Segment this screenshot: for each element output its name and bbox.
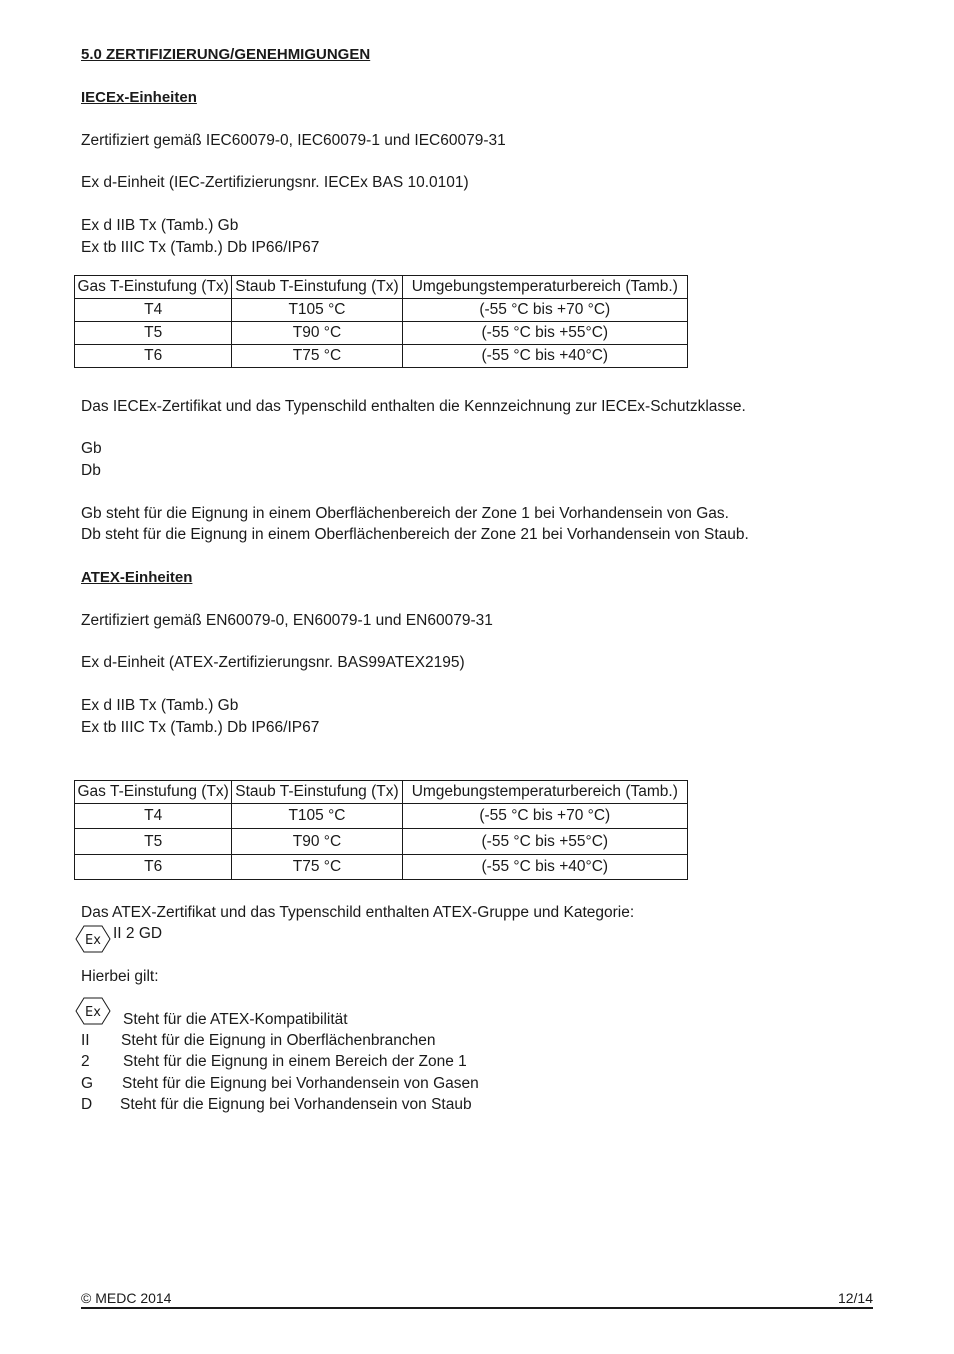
svg-text:Ex: Ex: [85, 1005, 101, 1020]
legend-key: II: [81, 1032, 90, 1049]
table-row: [75, 299, 688, 322]
iecex-heading: IECEx-Einheiten: [81, 89, 197, 106]
legend-text: Steht für die Eignung bei Vorhandensein von Gasen: [122, 1075, 479, 1092]
list-item: [81, 1095, 472, 1115]
list-item: [81, 1031, 436, 1051]
iecex-explain-gb: Gb steht für die Eignung in einem Oberflächenbereich der Zone 1 bei Vorhandensein von Gas.: [81, 505, 729, 522]
table-header-row: [75, 276, 688, 299]
atex-marking-gas: Ex d IIB Tx (Tamb.) Gb: [81, 697, 239, 714]
table-cell: T105 °C: [232, 299, 402, 322]
table-cell: T75 °C: [232, 855, 402, 880]
iecex-unit-text: Ex d-Einheit (IEC-Zertifizierungsnr. IECEx BAS 10.0101): [81, 174, 469, 191]
table-cell: T75 °C: [232, 345, 402, 368]
legend-ex-text: Steht für die ATEX-Kompatibilität: [123, 1011, 348, 1028]
atex-heading: ATEX-Einheiten: [81, 569, 193, 586]
table-cell: (-55 °C bis +55°C): [402, 829, 687, 855]
legend-text: Steht für die Eignung bei Vorhandensein von Staub: [120, 1096, 472, 1113]
atex-temperature-table: [74, 780, 688, 880]
table-cell: T4: [75, 804, 232, 829]
table-cell: T105 °C: [232, 804, 402, 829]
table-cell: T90 °C: [232, 829, 402, 855]
atex-note: Das ATEX-Zertifikat und das Typenschild enthalten ATEX-Gruppe und Kategorie:: [81, 904, 635, 921]
table-header-gas: Gas T-Einstufung (Tx): [75, 276, 232, 299]
table-header-row: [75, 781, 688, 804]
atex-unit-text: Ex d-Einheit (ATEX-Zertifizierungsnr. BAS99ATEX2195): [81, 654, 465, 671]
table-header-dust: Staub T-Einstufung (Tx): [232, 276, 402, 299]
table-cell: (-55 °C bis +70 °C): [402, 299, 687, 322]
legend-key: D: [81, 1096, 93, 1113]
atex-marking-dust: Ex tb IIIC Tx (Tamb.) Db IP66/IP67: [81, 719, 320, 736]
footer-divider: [81, 1307, 873, 1309]
iecex-note: Das IECEx-Zertifikat und das Typenschild enthalten die Kennzeichnung zur IECEx-Schutzklasse.: [81, 398, 746, 415]
ex-hexagon-icon: [75, 925, 111, 953]
table-cell: T90 °C: [232, 322, 402, 345]
iecex-code-gb: Gb: [81, 440, 102, 457]
table-cell: (-55 °C bis +40°C): [402, 855, 687, 880]
iecex-temperature-table: [74, 275, 688, 368]
table-row: [75, 829, 688, 855]
table-cell: T5: [75, 322, 232, 345]
table-header-dust: Staub T-Einstufung (Tx): [232, 781, 402, 804]
table-cell: T6: [75, 345, 232, 368]
list-item: [81, 1074, 479, 1094]
iecex-marking-gas: Ex d IIB Tx (Tamb.) Gb: [81, 217, 239, 234]
table-cell: T4: [75, 299, 232, 322]
svg-text:Ex: Ex: [85, 933, 101, 948]
ex-hexagon-icon: [75, 997, 111, 1025]
table-row: [75, 855, 688, 880]
legend-key: 2: [81, 1053, 90, 1070]
iecex-explain-db: Db steht für die Eignung in einem Oberflächenbereich der Zone 21 bei Vorhandensein von Staub.: [81, 526, 749, 543]
section-title: 5.0 ZERTIFIZIERUNG/GENEHMIGUNGEN: [81, 46, 371, 63]
table-cell: (-55 °C bis +55°C): [402, 322, 687, 345]
table-header-ambient: Umgebungstemperaturbereich (Tamb.): [402, 781, 687, 804]
legend-text: Steht für die Eignung in einem Bereich der Zone 1: [123, 1053, 467, 1070]
table-cell: T6: [75, 855, 232, 880]
list-item: [81, 1052, 467, 1072]
table-row: [75, 804, 688, 829]
atex-hierbei: Hierbei gilt:: [81, 968, 159, 985]
table-row: [75, 322, 688, 345]
iecex-certified-text: Zertifiziert gemäß IEC60079-0, IEC60079-1 und IEC60079-31: [81, 132, 506, 149]
table-row: [75, 345, 688, 368]
footer-page-number: 12/14: [837, 1290, 873, 1306]
table-cell: (-55 °C bis +70 °C): [402, 804, 687, 829]
legend-text: Steht für die Eignung in Oberflächenbranchen: [121, 1032, 436, 1049]
table-header-ambient: Umgebungstemperaturbereich (Tamb.): [402, 276, 687, 299]
iecex-marking-dust: Ex tb IIIC Tx (Tamb.) Db IP66/IP67: [81, 239, 320, 256]
legend-key: G: [81, 1075, 94, 1092]
table-cell: T5: [75, 829, 232, 855]
table-cell: (-55 °C bis +40°C): [402, 345, 687, 368]
footer-copyright: © MEDC 2014: [81, 1290, 172, 1306]
atex-certified-text: Zertifiziert gemäß EN60079-0, EN60079-1 und EN60079-31: [81, 612, 493, 629]
table-header-gas: Gas T-Einstufung (Tx): [75, 781, 232, 804]
atex-group-category: II 2 GD: [113, 925, 163, 942]
iecex-code-db: Db: [81, 462, 101, 479]
